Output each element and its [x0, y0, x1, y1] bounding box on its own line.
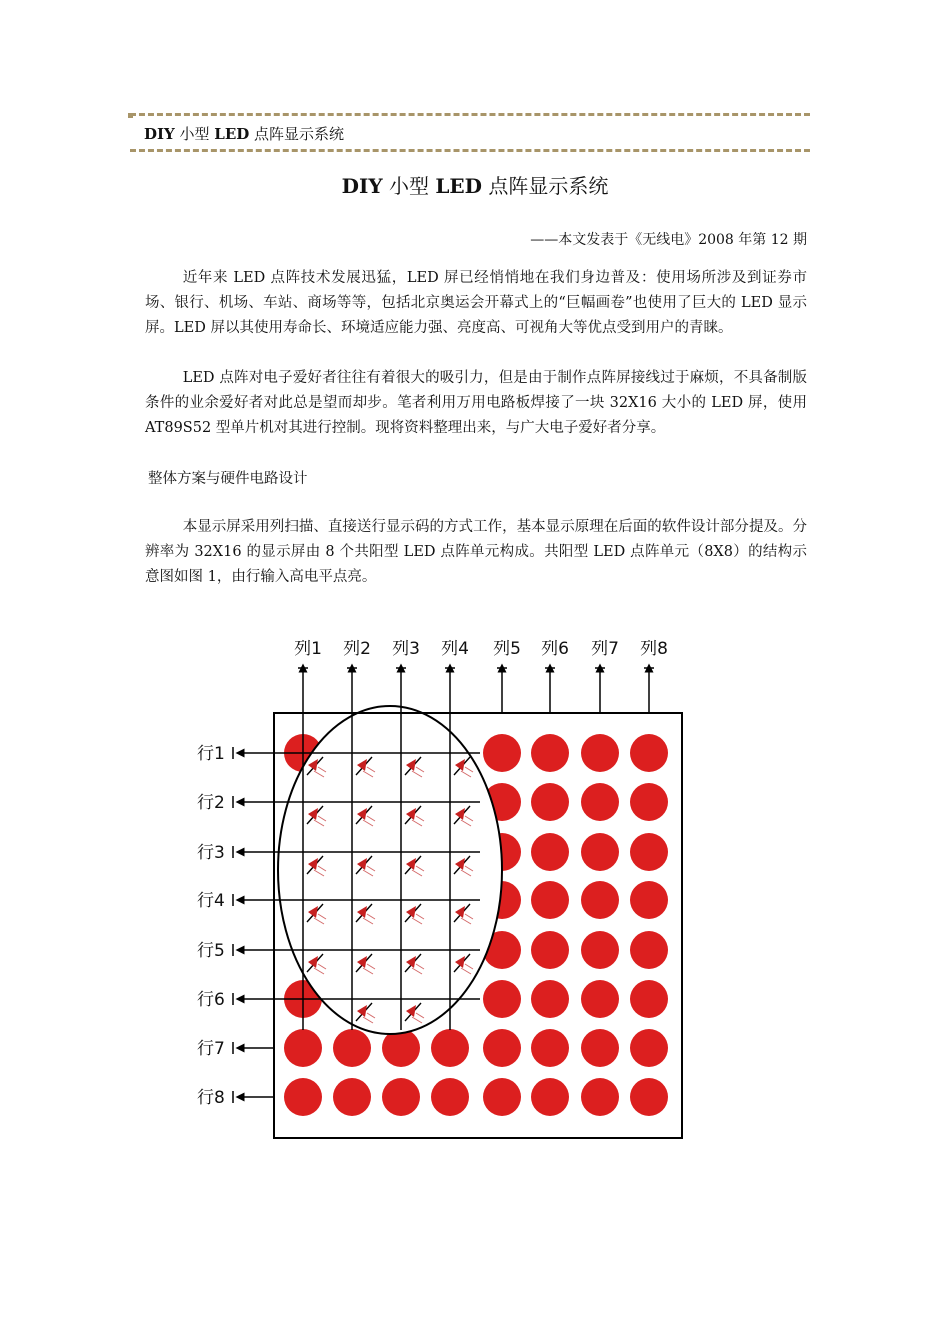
led-dot-r1c7 — [581, 734, 619, 772]
led-dot-r3c7 — [581, 833, 619, 871]
column-label-1: 列1 — [294, 639, 322, 659]
led-dot-r8c7 — [581, 1078, 619, 1116]
led-dot-r1c6 — [531, 734, 569, 772]
column-label-5: 列5 — [493, 639, 521, 659]
led-dot-r8c4 — [431, 1078, 469, 1116]
led-dot-r7c6 — [531, 1029, 569, 1067]
row-label-1: 行1 — [197, 744, 225, 764]
column-label-2: 列2 — [343, 639, 371, 659]
column-label-6: 列6 — [541, 639, 569, 659]
led-dot-r4c6 — [531, 881, 569, 919]
led-dot-r4c8 — [630, 881, 668, 919]
led-dot-r2c7 — [581, 783, 619, 821]
led-dot-r6c7 — [581, 980, 619, 1018]
led-dot-r3c8 — [630, 833, 668, 871]
led-dot-r1c5 — [483, 734, 521, 772]
led-dot-r2c8 — [630, 783, 668, 821]
column-label-7: 列7 — [591, 639, 619, 659]
zoom-lens-bg — [278, 706, 502, 1034]
led-dot-r1c8 — [630, 734, 668, 772]
led-dot-r7c7 — [581, 1029, 619, 1067]
led-dot-r7c1 — [284, 1029, 322, 1067]
led-dot-r5c8 — [630, 931, 668, 969]
column-label-3: 列3 — [392, 639, 420, 659]
led-dot-r8c1 — [284, 1078, 322, 1116]
row-label-3: 行3 — [197, 843, 225, 863]
led-dot-r7c4 — [431, 1029, 469, 1067]
paragraph-1: 近年来 LED 点阵技术发展迅猛，LED 屏已经悄悄地在我们身边普及：使用场所涉及到证券市场、银行、机场、车站、商场等等，包括北京奥运会开幕式上的“巨幅画卷”也使用了巨大的 LED 显示屏。LED 屏以其使用寿命长、环境适应能力强、亮度高、可视角大等优点受到用户的青睐。 — [145, 270, 807, 336]
led-dot-r6c5 — [483, 980, 521, 1018]
led-dot-r8c3 — [382, 1078, 420, 1116]
row-label-8: 行8 — [197, 1088, 225, 1108]
led-dot-r8c8 — [630, 1078, 668, 1116]
led-dot-r6c8 — [630, 980, 668, 1018]
row-label-2: 行2 — [197, 793, 225, 813]
article-title: DIY 小型 LED 点阵显示系统 — [341, 174, 609, 198]
row-label-5: 行5 — [197, 941, 225, 961]
led-dot-r8c6 — [531, 1078, 569, 1116]
row-label-6: 行6 — [197, 990, 225, 1010]
led-dot-r7c8 — [630, 1029, 668, 1067]
zoom-lens — [278, 706, 502, 1034]
column-label-4: 列4 — [441, 639, 469, 659]
led-dot-r4c7 — [581, 881, 619, 919]
paragraph-3: 本显示屏采用列扫描、直接送行显示码的方式工作，基本显示原理在后面的软件设计部分提及。分辨率为 32X16 的显示屏由 8 个共阳型 LED 点阵单元构成。共阳型 LED 点阵单元（8X8）的结构示意图如图 1，由行输入高电平点亮。 — [145, 519, 807, 585]
section-heading: 整体方案与硬件电路设计 — [148, 471, 308, 487]
byline: ——本文发表于《无线电》2008 年第 12 期 — [530, 232, 807, 248]
led-dot-r5c6 — [531, 931, 569, 969]
led-dot-r8c5 — [483, 1078, 521, 1116]
diode-symbol — [454, 1003, 473, 1023]
led-dot-r7c2 — [333, 1029, 371, 1067]
led-dot-r3c6 — [531, 833, 569, 871]
header-title: DIY 小型 LED 点阵显示系统 — [144, 125, 345, 143]
column-label-8: 列8 — [640, 639, 668, 659]
paragraph-2: LED 点阵对电子爱好者往往有着很大的吸引力，但是由于制作点阵屏接线过于麻烦，不具备制版条件的业余爱好者对此总是望而却步。笔者利用万用电路板焊接了一块 32X16 大小的 LED 屏，使用 AT89S52 型单片机对其进行控制。现将资料整理出来，与广大电子爱好者分享。 — [145, 370, 807, 436]
led-dot-r7c5 — [483, 1029, 521, 1067]
led-dot-r5c7 — [581, 931, 619, 969]
led-dot-r8c2 — [333, 1078, 371, 1116]
row-label-4: 行4 — [197, 891, 225, 911]
row-label-7: 行7 — [197, 1039, 225, 1059]
led-dot-r2c6 — [531, 783, 569, 821]
led-dot-r6c6 — [531, 980, 569, 1018]
